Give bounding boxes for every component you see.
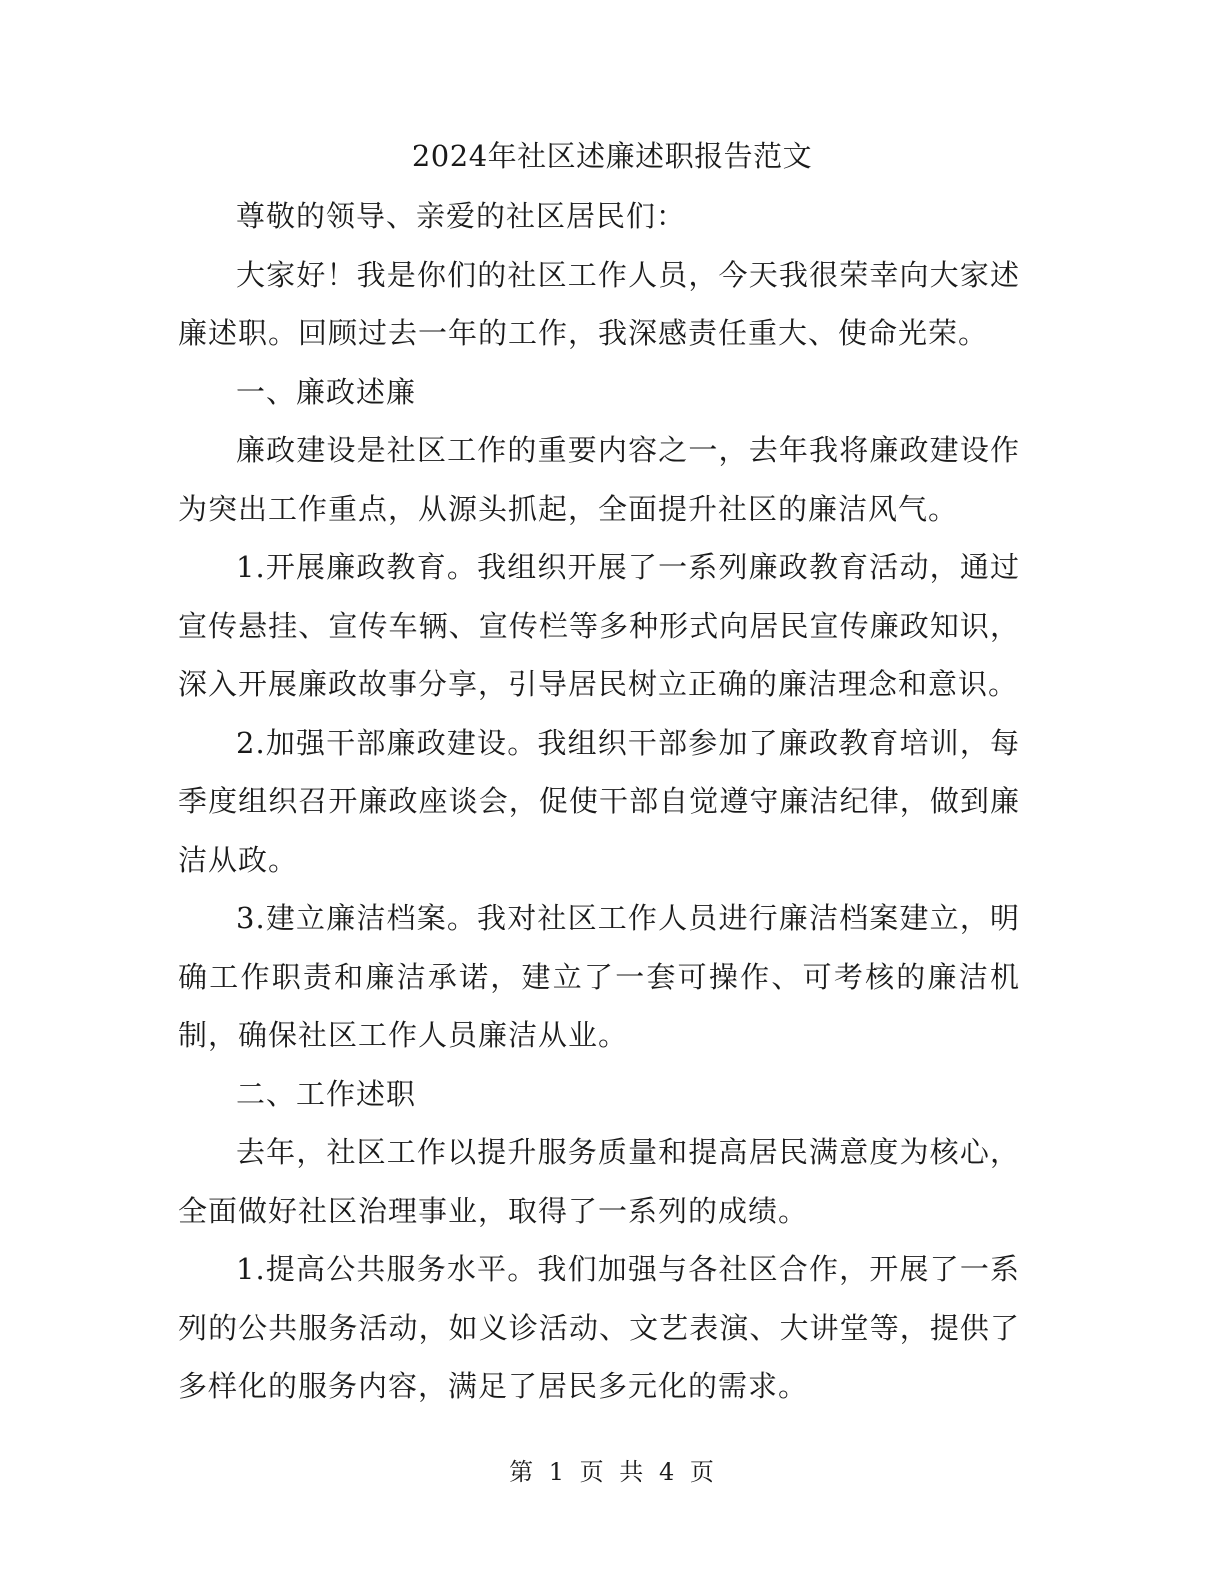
integrity-item-3: 3.建立廉洁档案。我对社区工作人员进行廉洁档案建立，明确工作职责和廉洁承诺，建立了一套可操作、可考核的廉洁机制，确保社区工作人员廉洁从业。 [178, 901, 1020, 1052]
document-body [178, 187, 1020, 1416]
document-title: 2024年社区述廉述职报告范文 [411, 139, 813, 173]
section-heading-integrity: 一、廉政述廉 [236, 374, 417, 409]
intro-paragraph: 大家好！我是你们的社区工作人员，今天我很荣幸向大家述廉述职。回顾过去一年的工作，我深感责任重大、使命光荣。 [178, 257, 1020, 350]
integrity-item-2: 2.加强干部廉政建设。我组织干部参加了廉政教育培训，每季度组织召开廉政座谈会，促使干部自觉遵守廉洁纪律，做到廉洁从政。 [178, 725, 1020, 877]
work-item-1: 1.提高公共服务水平。我们加强与各社区合作，开展了一系列的公共服务活动，如义诊活动、文艺表演、大讲堂等，提供了多样化的服务内容，满足了居民多元化的需求。 [178, 1252, 1020, 1403]
integrity-item-1: 1.开展廉政教育。我组织开展了一系列廉政教育活动，通过宣传悬挂、宣传车辆、宣传栏等多种形式向居民宣传廉政知识，深入开展廉政故事分享，引导居民树立正确的廉洁理念和意识。 [178, 550, 1020, 701]
page-footer: 第 1 页 共 4 页 [509, 1458, 715, 1486]
greeting-paragraph: 尊敬的领导、亲爱的社区居民们： [236, 199, 687, 233]
section-heading-work: 二、工作述职 [236, 1076, 417, 1111]
work-intro-paragraph: 去年，社区工作以提升服务质量和提高居民满意度为核心，全面做好社区治理事业，取得了一系列的成绩。 [178, 1135, 1020, 1228]
integrity-intro-paragraph: 廉政建设是社区工作的重要内容之一，去年我将廉政建设作为突出工作重点，从源头抓起，全面提升社区的廉洁风气。 [178, 433, 1020, 526]
